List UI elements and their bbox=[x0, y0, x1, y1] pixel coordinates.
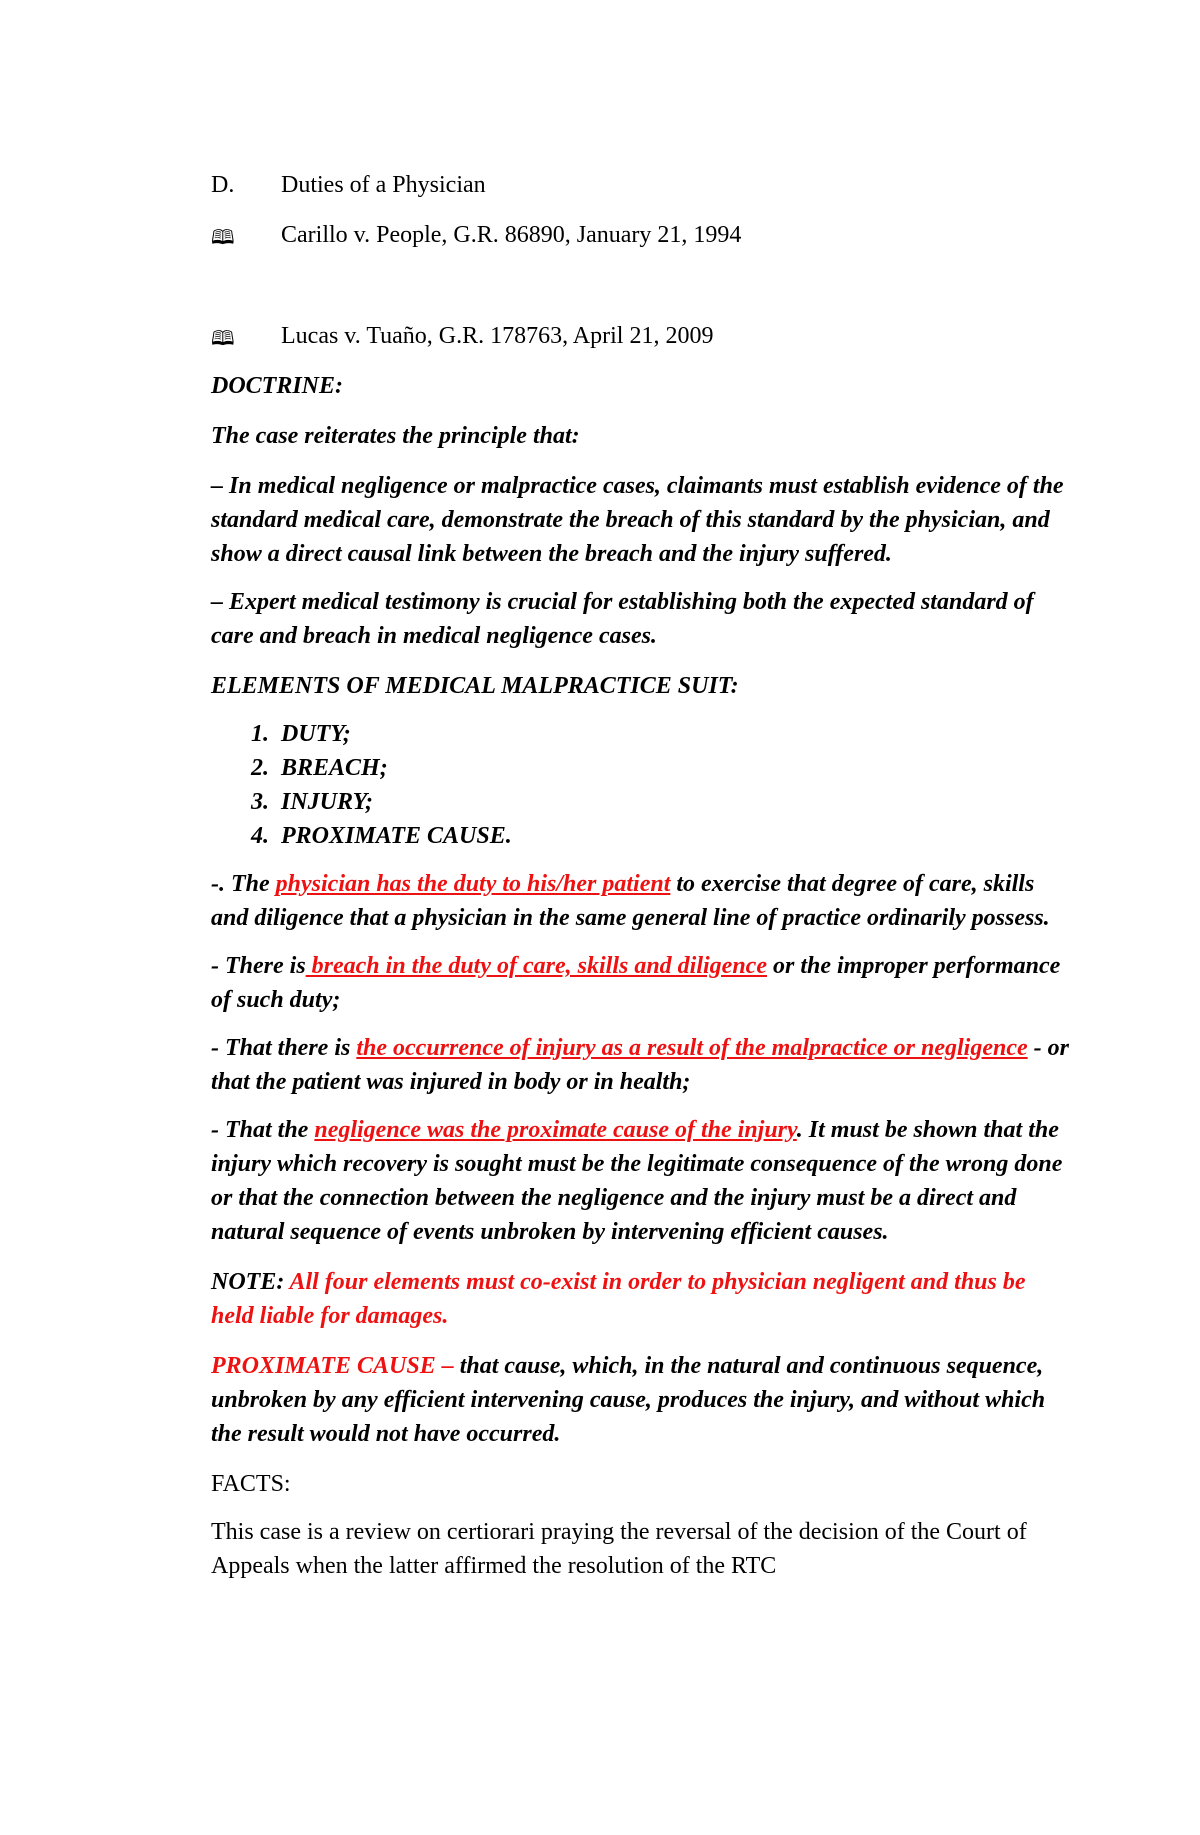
highlighted-phrase: the occurrence of injury as a result of the malpractice or negligence bbox=[356, 1035, 1028, 1061]
case-citation bbox=[211, 218, 1071, 253]
proximate-cause-term: PROXIMATE CAUSE – bbox=[211, 1353, 460, 1379]
case-citation bbox=[211, 319, 1071, 354]
doctrine-point-1: – In medical negligence or malpractice cases, claimants must establish evidence of the standard medical care, demonstrate the breach of this standard by the physician, and show a direct causal link between the breach and the injury suffered. bbox=[211, 473, 1064, 567]
list-item: 4. PROXIMATE CAUSE. bbox=[251, 823, 512, 849]
highlighted-phrase: breach in the duty of care, skills and diligence bbox=[305, 953, 767, 979]
element-duty-paragraph: -. The physician has the duty to his/her patient to exercise that degree of care, skills and diligence that a physician in the same general line of practice ordinarily possess. bbox=[211, 871, 1050, 931]
highlighted-phrase: physician has the duty to his/her patient bbox=[275, 871, 671, 897]
doctrine-intro: The case reiterates the principle that: bbox=[211, 423, 580, 449]
highlighted-phrase: negligence was the proximate cause of the injury bbox=[314, 1117, 797, 1143]
list-item: 2. BREACH; bbox=[251, 755, 388, 781]
doctrine-heading: DOCTRINE: bbox=[211, 373, 344, 399]
note-label: NOTE: bbox=[211, 1269, 290, 1295]
section-title: Duties of a Physician bbox=[281, 172, 486, 198]
facts-heading: FACTS: bbox=[211, 1471, 291, 1497]
list-item: 3. INJURY; bbox=[251, 789, 374, 815]
proximate-cause-text: that cause, which, in the natural and continuous sequence, unbroken by any efficient intervening cause, produces the injury, and without which the result would not have occurred. bbox=[211, 1353, 1046, 1447]
element-injury-paragraph: - That there is the occurrence of injury as a result of the malpractice or negligence - or that the patient was injured in body or in health; bbox=[211, 1035, 1069, 1095]
book-icon: 🕮 bbox=[211, 328, 235, 350]
case-citation-text: Carillo v. People, G.R. 86890, January 21, 1994 bbox=[281, 222, 742, 248]
note-text: All four elements must co-exist in order to physician negligent and thus be held liable for damages. bbox=[211, 1269, 1026, 1329]
doctrine-point-2: – Expert medical testimony is crucial for establishing both the expected standard of care and breach in medical negligence cases. bbox=[211, 589, 1034, 649]
section-heading bbox=[211, 168, 1071, 202]
elements-list bbox=[211, 717, 1071, 853]
element-cause-paragraph: - That the negligence was the proximate cause of the injury. It must be shown that the injury which recovery is sought must be the legitimate consequence of the wrong done or that the connection between the negligence and the injury must be a direct and natural sequence of events unbroken by intervening efficient causes. bbox=[211, 1117, 1063, 1245]
proximate-cause-definition bbox=[211, 1349, 1071, 1451]
section-letter: D. bbox=[211, 172, 235, 198]
case-citation-text: Lucas v. Tuaño, G.R. 178763, April 21, 2009 bbox=[281, 323, 714, 349]
document-body bbox=[211, 168, 1071, 1583]
book-icon: 🕮 bbox=[211, 227, 235, 249]
list-item: 1. DUTY; bbox=[251, 721, 351, 747]
facts-text: This case is a review on certiorari praying the reversal of the decision of the Court of Appeals when the latter affirmed the resolution of the RTC bbox=[211, 1519, 1027, 1579]
note-paragraph bbox=[211, 1265, 1071, 1333]
elements-heading: ELEMENTS OF MEDICAL MALPRACTICE SUIT: bbox=[211, 673, 739, 699]
element-breach-paragraph: - There is breach in the duty of care, skills and diligence or the improper performance of such duty; bbox=[211, 953, 1061, 1013]
